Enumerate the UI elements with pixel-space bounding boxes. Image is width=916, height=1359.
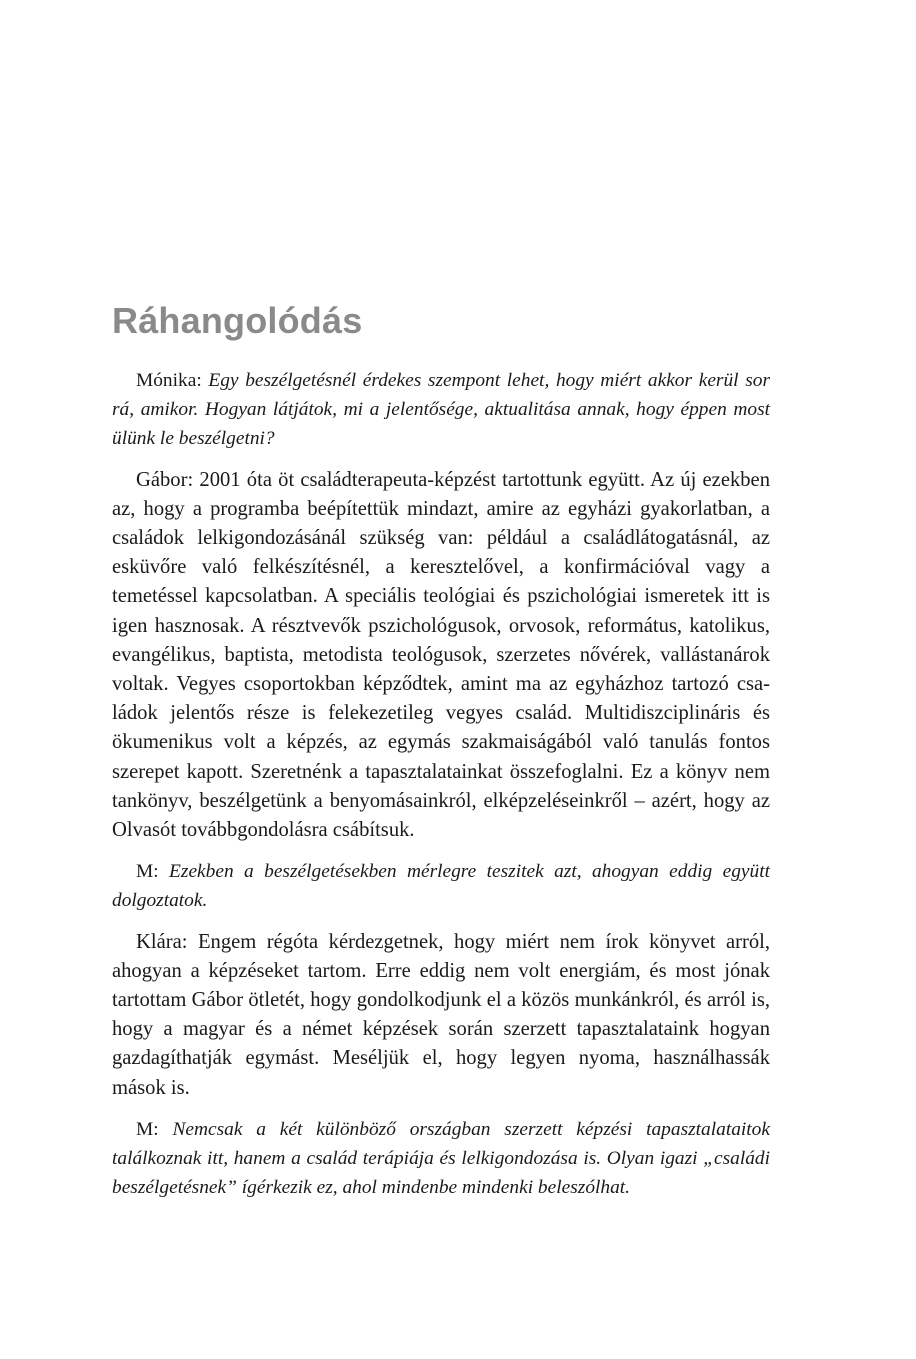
- speaker-label: M:: [136, 861, 159, 883]
- question-paragraph-monika: [112, 366, 770, 454]
- speaker-label: Klára:: [136, 930, 188, 953]
- speaker-label: M:: [136, 1118, 159, 1140]
- question-paragraph-m-1: [112, 857, 770, 915]
- chapter-title: Ráhangolódás: [112, 300, 363, 341]
- speaker-label: Mónika:: [136, 370, 202, 391]
- speaker-label: Gábor:: [136, 468, 194, 491]
- paragraph-text: 2001 óta öt családterapeuta-képzést tartottunk együtt. Az új ezekben az, hogy a programba beépítettük mindazt, amire az egyházi gyakorlatban, a családok lelkigondozásánál szükség van: például a családlátogatásnál, az esküvőre való felkészítésnél, a keresztelővel, a konfirmációval vagy a temetéssel kapcsolatban. A speciális teológiai és pszichológiai ismeretek itt is igen hasznosak. A résztvevők pszichológusok, orvosok, református, katolikus, evangélikus, baptista, metodista teológusok, szerzetes nővérek, vallástanárok voltak. Vegyes csoportokban képződtek, amint ma az egyházhoz tartozó családok jelentős része is felekezetileg vegyes család. Multidiszciplináris és ökumenikus volt a képzés, az egymás szakmaiságából való tanulás fontos szerepet kapott. Szeretnénk a tapasztalatainkat összefoglalni. Ez a könyv nem tankönyv, beszélgetünk a benyomásainkról, elképzeléseinkről – azért, hogy az Olvasót továbbgondolásra csábítsuk.: [112, 468, 770, 842]
- answer-paragraph-gabor: [112, 466, 770, 846]
- paragraph-text: Egy beszélgetésnél érdekes szempont lehet, hogy miért akkor kerül sor rá, amikor. Hogyan látjátok, mi a jelentősége, aktualitása annak, hogy éppen most ülünk le beszélgetni?: [112, 370, 770, 450]
- answer-paragraph-klara: [112, 928, 770, 1103]
- paragraph-text: Ezekben a beszélgetésekben mérlegre teszitek azt, ahogyan eddig együtt dolgoztatok.: [112, 861, 770, 912]
- dialogue-body: [112, 366, 770, 1214]
- question-paragraph-m-2: [112, 1115, 770, 1203]
- paragraph-text: Engem régóta kérdezgetnek, hogy miért nem írok könyvet arról, ahogyan a képzéseket tartom. Erre eddig nem volt energiám, és most jónak tartottam Gábor ötletét, hogy gondolkodjunk el a közös munkánkról, és arról is, hogy a magyar és a német képzések során szerzett tapasztalataink hogyan gazdagíthatják egymást. Meséljük el, hogy legyen nyoma, használhassák mások is.: [112, 930, 770, 1099]
- paragraph-text: Nemcsak a két különböző országban szerzett képzési tapasztalataitok találkoznak itt, hanem a család terápiája és lelkigondozása is. Olyan igazi „családi beszélgetésnek” ígérkezik ez, ahol mindenbe mindenki beleszólhat.: [112, 1118, 770, 1199]
